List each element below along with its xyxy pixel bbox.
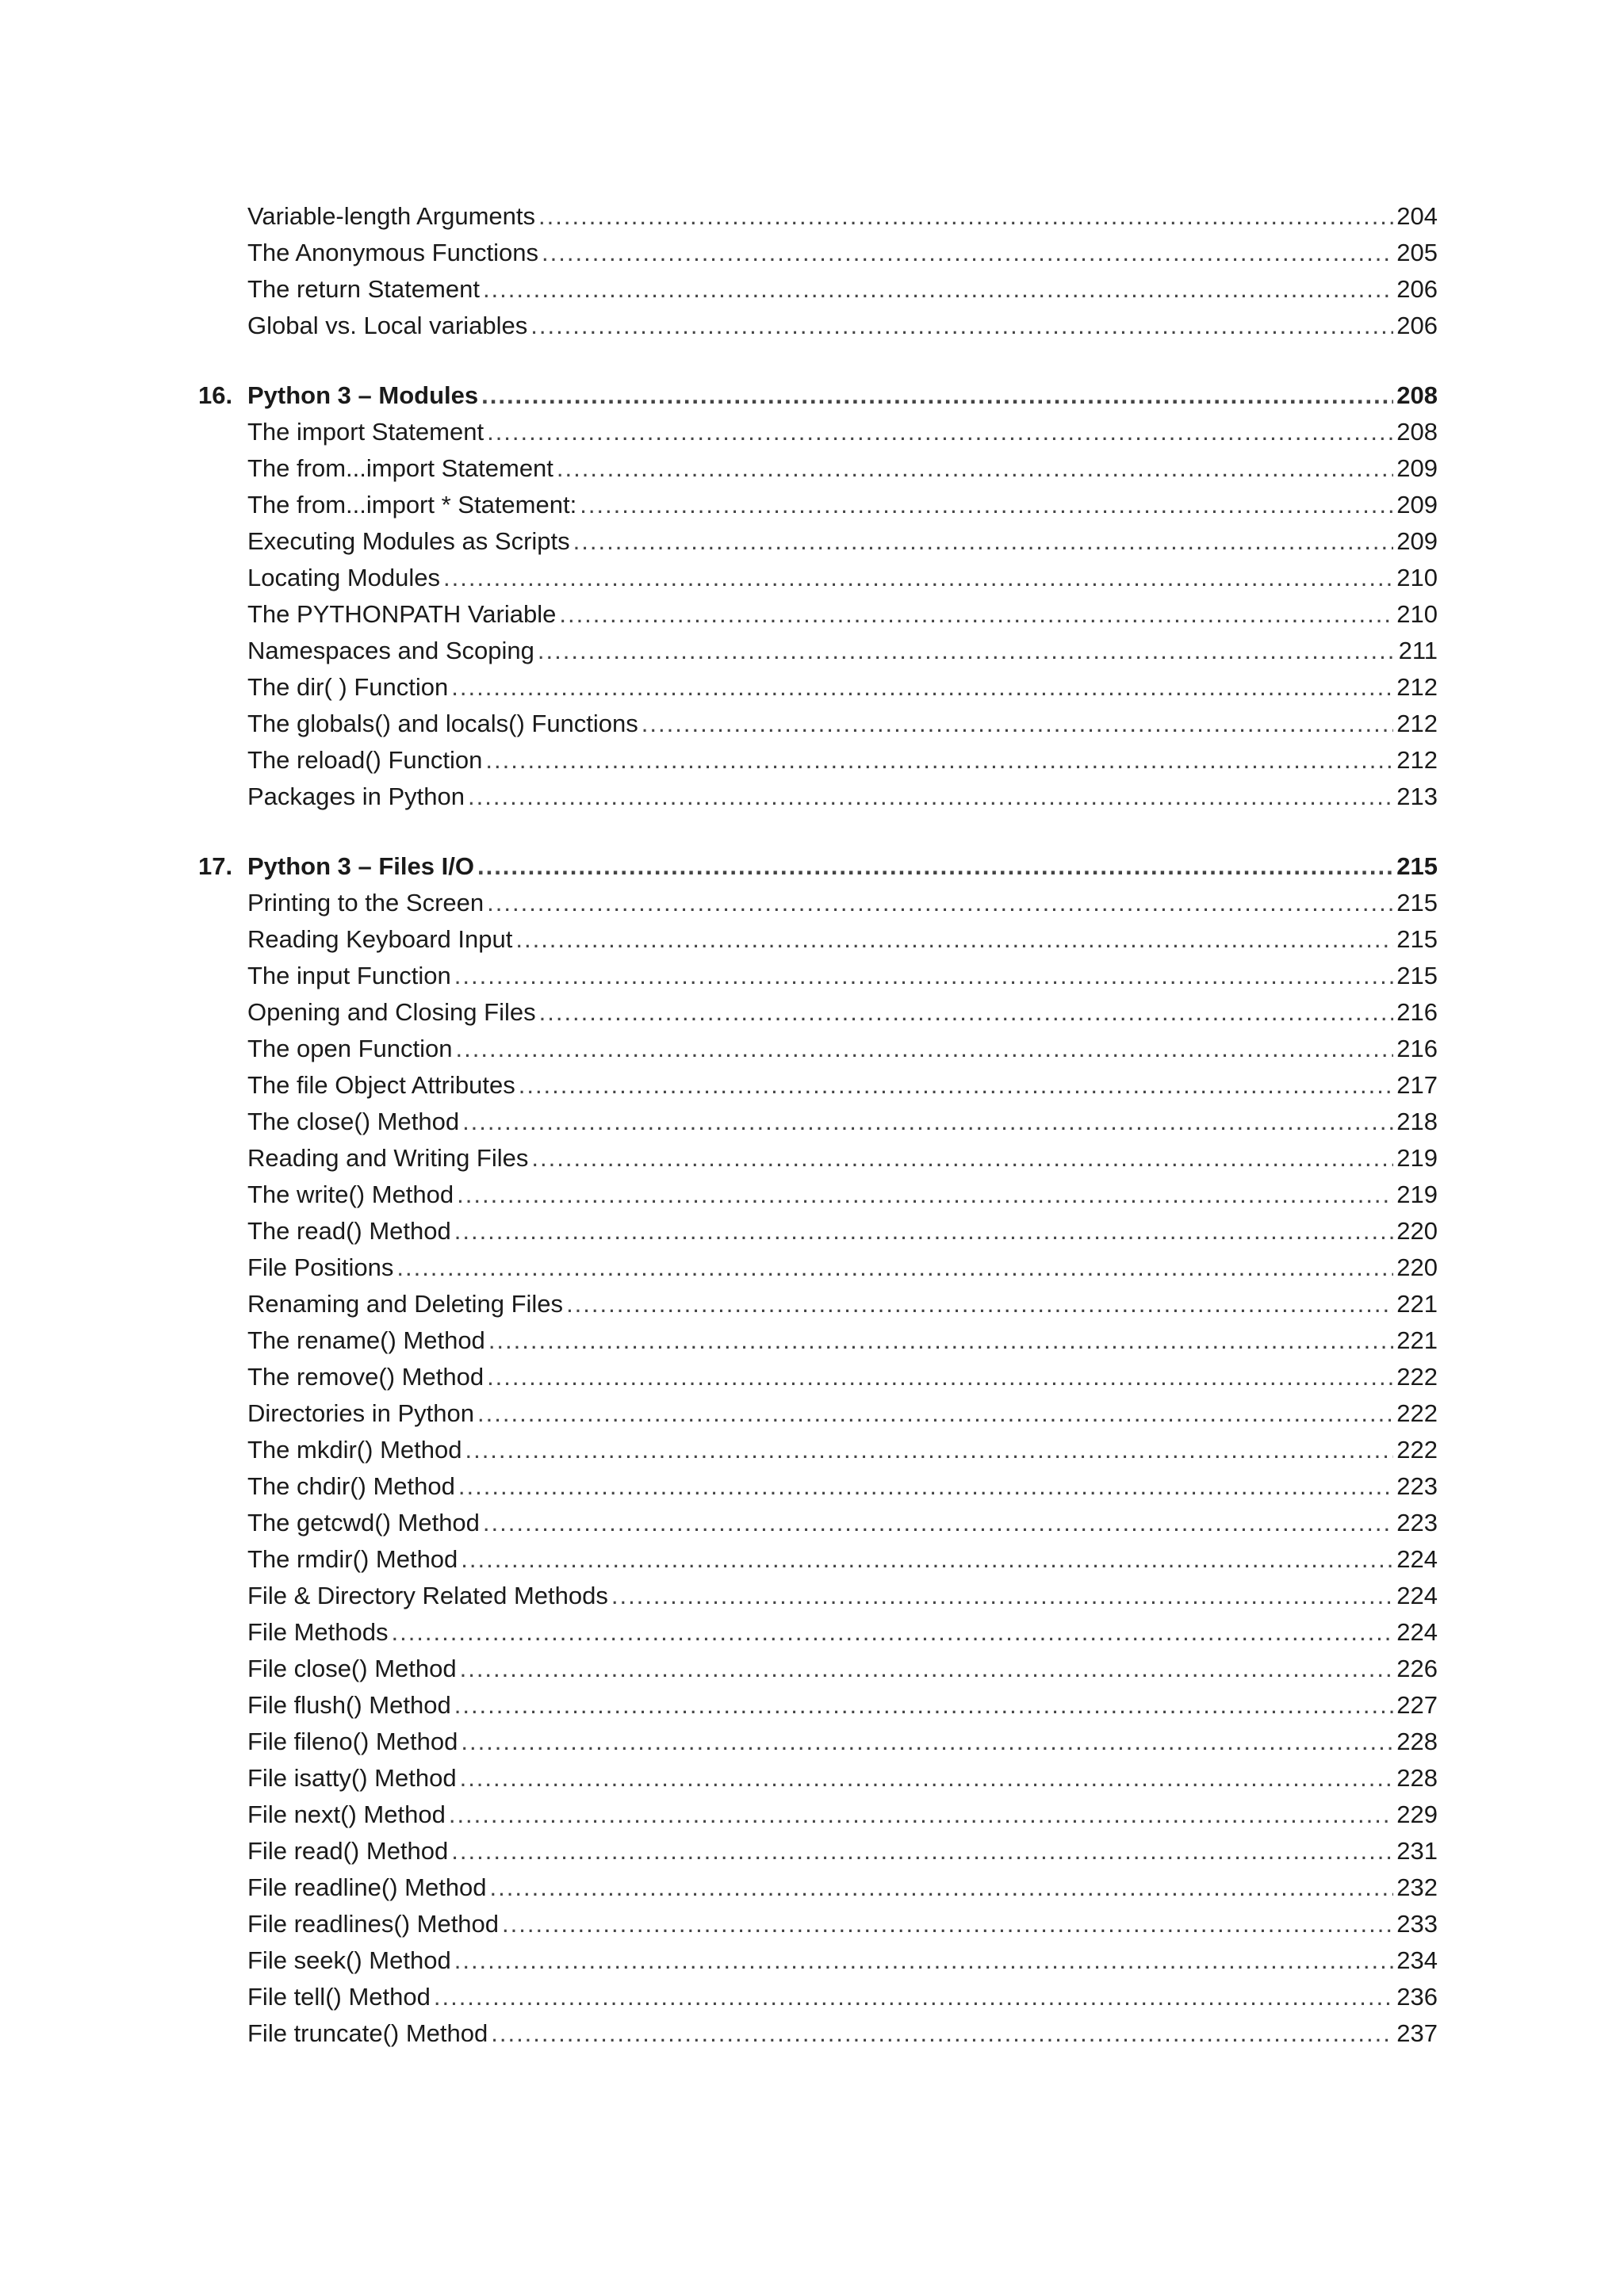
entry-page-number: 211 — [1398, 637, 1438, 664]
toc-entry[interactable] — [198, 198, 1438, 235]
dot-leader — [580, 487, 1393, 523]
toc-entry[interactable] — [198, 1869, 1438, 1906]
entry-title: File tell() Method — [247, 1983, 431, 2011]
dot-leader — [487, 1359, 1393, 1395]
entry-page-number: 222 — [1396, 1436, 1438, 1464]
chapter-number: 16. — [198, 381, 233, 409]
entry-title: The open Function — [247, 1035, 453, 1062]
toc-entry[interactable] — [198, 1942, 1438, 1979]
entry-title: Python 3 – Modules — [247, 381, 479, 409]
toc-entry[interactable] — [198, 1724, 1438, 1760]
entry-page-number: 212 — [1396, 673, 1438, 701]
toc-entry[interactable] — [198, 1067, 1438, 1104]
toc-entry[interactable] — [198, 271, 1438, 308]
toc-entry[interactable] — [198, 885, 1438, 921]
entry-title: The dir( ) Function — [247, 673, 449, 701]
toc-entry[interactable] — [198, 1177, 1438, 1213]
entry-page-number: 222 — [1396, 1363, 1438, 1391]
entry-title: Printing to the Screen — [247, 889, 485, 916]
entry-title: The return Statement — [247, 275, 480, 303]
dot-leader — [454, 1942, 1394, 1979]
toc-entry[interactable] — [198, 669, 1438, 706]
entry-page-number: 219 — [1396, 1181, 1438, 1208]
toc-entry[interactable] — [198, 1760, 1438, 1797]
dot-leader — [434, 1979, 1393, 2015]
toc-entry[interactable] — [198, 596, 1438, 633]
toc-entry[interactable] — [198, 1687, 1438, 1724]
dot-leader — [451, 1833, 1393, 1869]
toc-entry[interactable] — [198, 1797, 1438, 1833]
entry-title: The mkdir() Method — [247, 1436, 462, 1464]
entry-title: The getcwd() Method — [247, 1509, 480, 1536]
entry-page-number: 219 — [1396, 1144, 1438, 1172]
entry-title: The input Function — [247, 962, 451, 989]
entry-page-number: 204 — [1396, 202, 1438, 230]
entry-title: File read() Method — [247, 1837, 449, 1865]
entry-title: The Anonymous Functions — [247, 239, 539, 266]
entry-title: The chdir() Method — [247, 1472, 455, 1500]
entry-page-number: 206 — [1396, 275, 1438, 303]
entry-page-number: 224 — [1396, 1545, 1438, 1573]
entry-page-number: 208 — [1396, 381, 1438, 409]
dot-leader — [542, 235, 1393, 271]
entry-page-number: 220 — [1396, 1217, 1438, 1245]
entry-title: File readline() Method — [247, 1873, 487, 1901]
toc-entry[interactable] — [198, 487, 1438, 523]
toc-entry[interactable] — [198, 1468, 1438, 1505]
toc-entry[interactable] — [198, 1322, 1438, 1359]
dot-leader — [396, 1249, 1393, 1286]
entry-title: The read() Method — [247, 1217, 451, 1245]
entry-title: File flush() Method — [247, 1691, 451, 1719]
dot-leader — [485, 742, 1393, 779]
dot-leader — [566, 1286, 1393, 1322]
entry-page-number: 236 — [1396, 1983, 1438, 2011]
entry-title: Reading Keyboard Input — [247, 925, 513, 953]
toc-entry[interactable] — [198, 1614, 1438, 1651]
entry-page-number: 228 — [1396, 1728, 1438, 1755]
toc-entry[interactable] — [198, 560, 1438, 596]
dot-leader — [557, 450, 1393, 487]
dot-leader — [538, 633, 1396, 669]
entry-page-number: 212 — [1396, 710, 1438, 737]
entry-title: The close() Method — [247, 1108, 460, 1135]
entry-title: The PYTHONPATH Variable — [247, 600, 557, 628]
dot-leader — [491, 2015, 1393, 2052]
dot-leader — [490, 1869, 1394, 1906]
toc-entry[interactable] — [198, 1286, 1438, 1322]
entry-title: File readlines() Method — [247, 1910, 500, 1938]
toc-entry[interactable] — [198, 1906, 1438, 1942]
entry-page-number: 206 — [1396, 312, 1438, 339]
entry-page-number: 231 — [1396, 1837, 1438, 1865]
entry-title: Variable-length Arguments — [247, 202, 536, 230]
entry-title: The globals() and locals() Functions — [247, 710, 638, 737]
entry-page-number: 217 — [1396, 1071, 1438, 1099]
entry-title: Packages in Python — [247, 783, 465, 810]
toc-entry[interactable] — [198, 1432, 1438, 1468]
entry-page-number: 215 — [1396, 889, 1438, 916]
toc-entry[interactable] — [198, 1541, 1438, 1578]
entry-title: Global vs. Local variables — [247, 312, 528, 339]
dot-leader — [454, 958, 1394, 994]
dot-leader — [481, 377, 1393, 414]
entry-title: Opening and Closing Files — [247, 998, 536, 1026]
entry-page-number: 229 — [1396, 1800, 1438, 1828]
entry-title: File isatty() Method — [247, 1764, 457, 1792]
entry-page-number: 224 — [1396, 1582, 1438, 1609]
toc-entry[interactable] — [198, 1505, 1438, 1541]
dot-leader — [487, 414, 1393, 450]
dot-leader — [483, 271, 1393, 308]
entry-page-number: 216 — [1396, 998, 1438, 1026]
entry-page-number: 208 — [1396, 418, 1438, 446]
entry-page-number: 222 — [1396, 1399, 1438, 1427]
toc-entry[interactable] — [198, 1140, 1438, 1177]
toc-entry[interactable] — [198, 450, 1438, 487]
dot-leader — [611, 1578, 1393, 1614]
dot-leader — [460, 1760, 1394, 1797]
toc-entry[interactable] — [198, 1651, 1438, 1687]
dot-leader — [530, 308, 1393, 344]
entry-page-number: 221 — [1396, 1290, 1438, 1318]
dot-leader — [460, 1651, 1394, 1687]
entry-title: File Methods — [247, 1618, 389, 1646]
dot-leader — [462, 1104, 1393, 1140]
dot-leader — [538, 198, 1393, 235]
entry-title: File & Directory Related Methods — [247, 1582, 608, 1609]
entry-title: Locating Modules — [247, 564, 440, 591]
dot-leader — [461, 1541, 1393, 1578]
dot-leader — [443, 560, 1393, 596]
toc-entry[interactable] — [198, 235, 1438, 271]
entry-page-number: 220 — [1396, 1253, 1438, 1281]
entry-page-number: 209 — [1396, 491, 1438, 519]
entry-page-number: 209 — [1396, 527, 1438, 555]
entry-title: The rename() Method — [247, 1326, 485, 1354]
toc-entry[interactable] — [198, 706, 1438, 742]
entry-title: The write() Method — [247, 1181, 454, 1208]
dot-leader — [502, 1906, 1393, 1942]
toc-entry[interactable] — [198, 414, 1438, 450]
toc-entry[interactable] — [198, 1578, 1438, 1614]
entry-page-number: 221 — [1396, 1326, 1438, 1354]
toc-entry[interactable] — [198, 1833, 1438, 1869]
dot-leader — [642, 706, 1393, 742]
chapter-number: 17. — [198, 852, 233, 880]
entry-page-number: 213 — [1396, 783, 1438, 810]
entry-title: Directories in Python — [247, 1399, 475, 1427]
entry-page-number: 218 — [1396, 1108, 1438, 1135]
toc-entry[interactable] — [198, 921, 1438, 958]
entry-page-number: 215 — [1396, 925, 1438, 953]
dot-leader — [531, 1140, 1393, 1177]
entry-title: The from...import * Statement: — [247, 491, 577, 519]
entry-page-number: 232 — [1396, 1873, 1438, 1901]
dot-leader — [454, 1213, 1394, 1249]
entry-title: File next() Method — [247, 1800, 446, 1828]
toc-entry[interactable] — [198, 1213, 1438, 1249]
entry-page-number: 226 — [1396, 1655, 1438, 1682]
entry-page-number: 223 — [1396, 1509, 1438, 1536]
dot-leader — [451, 669, 1393, 706]
entry-title: The file Object Attributes — [247, 1071, 515, 1099]
dot-leader — [477, 1395, 1393, 1432]
entry-title: File close() Method — [247, 1655, 457, 1682]
entry-title: File fileno() Method — [247, 1728, 458, 1755]
toc-entry[interactable] — [198, 1359, 1438, 1395]
entry-page-number: 228 — [1396, 1764, 1438, 1792]
dot-leader — [515, 921, 1393, 958]
entry-page-number: 210 — [1396, 564, 1438, 591]
dot-leader — [573, 523, 1394, 560]
toc-entry[interactable] — [198, 1249, 1438, 1286]
entry-title: The import Statement — [247, 418, 485, 446]
dot-leader — [477, 848, 1393, 885]
toc-entry[interactable] — [198, 994, 1438, 1031]
toc-entry[interactable] — [198, 1395, 1438, 1432]
entry-page-number: 224 — [1396, 1618, 1438, 1646]
entry-title: File truncate() Method — [247, 2019, 488, 2047]
entry-page-number: 237 — [1396, 2019, 1438, 2047]
dot-leader — [461, 1724, 1393, 1760]
entry-page-number: 216 — [1396, 1035, 1438, 1062]
toc-chapter-entry[interactable] — [198, 377, 1438, 414]
entry-title: Executing Modules as Scripts — [247, 527, 570, 555]
entry-page-number: 212 — [1396, 746, 1438, 774]
entry-page-number: 205 — [1396, 239, 1438, 266]
entry-title: Renaming and Deleting Files — [247, 1290, 564, 1318]
toc-entry[interactable] — [198, 523, 1438, 560]
toc-chapter-entry[interactable] — [198, 848, 1438, 885]
toc-entry[interactable] — [198, 742, 1438, 779]
dot-leader — [465, 1432, 1393, 1468]
entry-page-number: 209 — [1396, 454, 1438, 482]
entry-title: Reading and Writing Files — [247, 1144, 529, 1172]
dot-leader — [483, 1505, 1393, 1541]
entry-title: Python 3 – Files I/O — [247, 852, 474, 880]
toc-entry[interactable] — [198, 1104, 1438, 1140]
toc-entry[interactable] — [198, 308, 1438, 344]
entry-page-number: 223 — [1396, 1472, 1438, 1500]
entry-title: The from...import Statement — [247, 454, 553, 482]
entry-title: The reload() Function — [247, 746, 483, 774]
entry-page-number: 215 — [1396, 962, 1438, 989]
dot-leader — [488, 1322, 1393, 1359]
toc-entry[interactable] — [198, 633, 1438, 669]
entry-title: File seek() Method — [247, 1946, 451, 1974]
entry-page-number: 234 — [1396, 1946, 1438, 1974]
entry-page-number: 227 — [1396, 1691, 1438, 1719]
dot-leader — [487, 885, 1393, 921]
dot-leader — [456, 1031, 1394, 1067]
toc-entry[interactable] — [198, 779, 1438, 815]
dot-leader — [539, 994, 1394, 1031]
entry-page-number: 215 — [1396, 852, 1438, 880]
dot-leader — [559, 596, 1393, 633]
dot-leader — [449, 1797, 1393, 1833]
dot-leader — [468, 779, 1393, 815]
toc-entry[interactable] — [198, 958, 1438, 994]
dot-leader — [458, 1468, 1393, 1505]
toc-entry[interactable] — [198, 1979, 1438, 2015]
entry-page-number: 210 — [1396, 600, 1438, 628]
dot-leader — [519, 1067, 1394, 1104]
entry-title: The rmdir() Method — [247, 1545, 458, 1573]
entry-title: Namespaces and Scoping — [247, 637, 534, 664]
toc-entry[interactable] — [198, 1031, 1438, 1067]
toc-entry[interactable] — [198, 2015, 1438, 2052]
entry-page-number: 233 — [1396, 1910, 1438, 1938]
table-of-contents — [198, 198, 1438, 2052]
dot-leader — [454, 1687, 1394, 1724]
dot-leader — [457, 1177, 1393, 1213]
entry-title: The remove() Method — [247, 1363, 485, 1391]
dot-leader — [391, 1614, 1393, 1651]
entry-title: File Positions — [247, 1253, 394, 1281]
